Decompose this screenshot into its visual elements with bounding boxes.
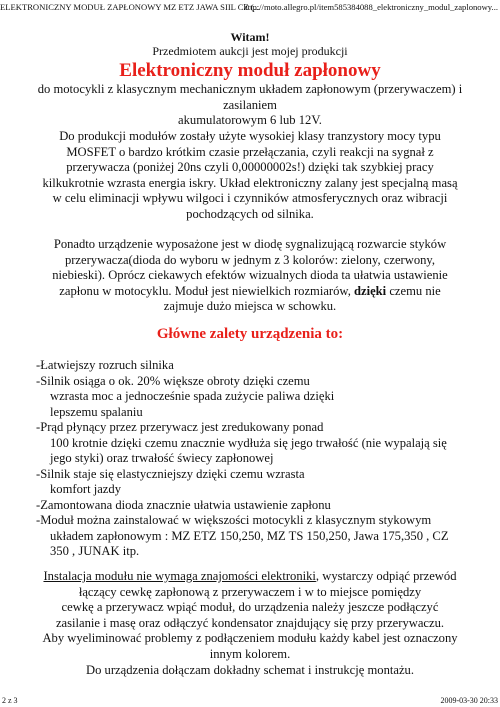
installation-line: innym kolorem. bbox=[209, 646, 291, 661]
advantages-heading: Główne zalety urządzenia to: bbox=[156, 326, 344, 342]
list-item: lepszemu spalaniu bbox=[50, 404, 143, 419]
greeting: Witam! bbox=[230, 30, 270, 44]
list-item: jego styki) oraz trwałość świecy zapłonowej bbox=[50, 451, 274, 465]
diode-line-text: zapłonu w motocyklu. Moduł jest niewielkich rozmiarów, bbox=[59, 283, 354, 298]
description-line: kilkukrotnie wzrasta energia iskry. Układ elektroniczny zalany jest specjalną masą bbox=[42, 175, 458, 190]
list-item: wzrasta moc a jednocześnie spada zużycie paliwa dzięki bbox=[50, 389, 335, 403]
description-line: MOSFET o bardzo krótkim czasie przełączania, czyli reakcji na sygnał z bbox=[66, 144, 434, 159]
installation-line bbox=[20, 569, 480, 585]
list-item: -Moduł można zainstalować w większości motocykli z klasycznym stykowym bbox=[36, 513, 432, 527]
installation-line: Aby wyeliminować problemy z podłączeniem modułu każdy kabel jest oznaczony bbox=[42, 631, 458, 646]
installation-line: cewkę a przerywacz wpiąć moduł, do urządzenia należy jeszcze podłączyć bbox=[61, 600, 439, 615]
print-header-url: http://moto.allegro.pl/item585384088_elektroniczny_modul_zaplonowy... bbox=[243, 2, 498, 12]
installation-line: Do urządzenia dołączam dokładny schemat i instrukcję montażu. bbox=[85, 662, 414, 677]
diode-line: zajmuje dużo miejsca w schowku. bbox=[163, 299, 337, 314]
underlined-text: Instalacja modułu nie wymaga znajomości elektroniki bbox=[43, 569, 316, 583]
installation-paragraph bbox=[20, 569, 480, 678]
description-line: przerywacza (poniżej 20ns czyli 0,00000002s!) dzięki tak szybkiej pracy bbox=[66, 160, 434, 175]
description-line: pochodzących od silnika. bbox=[186, 206, 314, 221]
print-timestamp: 2009-03-30 20:33 bbox=[440, 696, 498, 705]
diode-line-text: czemu nie bbox=[386, 283, 441, 298]
diode-line: niebieski). Oprócz ciekawych efektów wizualnych dioda ta ułatwia ustawienie bbox=[52, 268, 448, 283]
description-line: Do produkcji modułów zostały użyte wysokiej klasy tranzystory mocy typu bbox=[59, 129, 441, 143]
lead-paragraph bbox=[20, 82, 480, 129]
list-item: -Silnik staje się elastyczniejszy dzięki czemu wzrasta bbox=[36, 466, 305, 481]
list-item: -Zamontowana dioda znacznie ułatwia ustawienie zapłonu bbox=[36, 497, 331, 512]
print-header-title: ELEKTRONICZNY MODUŁ ZAPŁONOWY MZ ETZ JAWA SIIL CZ (... bbox=[0, 2, 261, 12]
list-item: 100 krotnie dzięki czemu znacznie wydłuża się jego trwałość (nie wypalają się bbox=[50, 435, 447, 450]
list-item: układem zapłonowym : MZ ETZ 150,250, MZ TS 150,250, Jawa 175,350 , CZ bbox=[50, 528, 449, 543]
lead-line: akumulatorowym 6 lub 12V. bbox=[178, 113, 322, 128]
advantages-list bbox=[36, 358, 484, 560]
installation-line: łączący cewkę zapłonową z przerywaczem i w to miejsce pomiędzy bbox=[78, 584, 422, 599]
list-item: -Łatwiejszy rozruch silnika bbox=[36, 358, 174, 372]
intro-line: Przedmiotem aukcji jest mojej produkcji bbox=[152, 44, 348, 58]
list-item: -Silnik osiąga o ok. 20% większe obroty dzięki czemu bbox=[36, 373, 310, 388]
lead-line: zasilaniem bbox=[223, 97, 277, 112]
diode-paragraph bbox=[20, 237, 480, 315]
product-title: Elektroniczny moduł zapłonowy bbox=[119, 60, 381, 81]
diode-line: Ponadto urządzenie wyposażone jest w diodę sygnalizującą rozwarcie styków bbox=[53, 237, 447, 251]
installation-line: zasilanie i masę oraz odłączyć kondensator znajdujący się przy przerywaczu. bbox=[55, 615, 445, 630]
diode-line bbox=[20, 284, 480, 300]
description-line: w celu eliminacji wpływu wilgoci i czynników atmosferycznych oraz wibracji bbox=[52, 191, 448, 206]
list-item: 350 , JUNAK itp. bbox=[50, 544, 140, 558]
bold-word: dzięki bbox=[354, 283, 387, 298]
list-item: komfort jazdy bbox=[50, 482, 121, 496]
description-paragraph bbox=[20, 129, 480, 223]
page-number: 2 z 3 bbox=[2, 696, 18, 705]
diode-line: przerywacza(dioda do wyboru w jednym z 3 kolorów: zielony, czerwony, bbox=[64, 252, 436, 267]
list-item: -Prąd płynący przez przerywacz jest zredukowany ponad bbox=[36, 420, 324, 434]
installation-line-text: , wystarczy odpiąć przewód bbox=[315, 569, 457, 583]
lead-line: do motocykli z klasycznym mechanicznym układem zapłonowym (przerywaczem) i bbox=[37, 82, 463, 96]
